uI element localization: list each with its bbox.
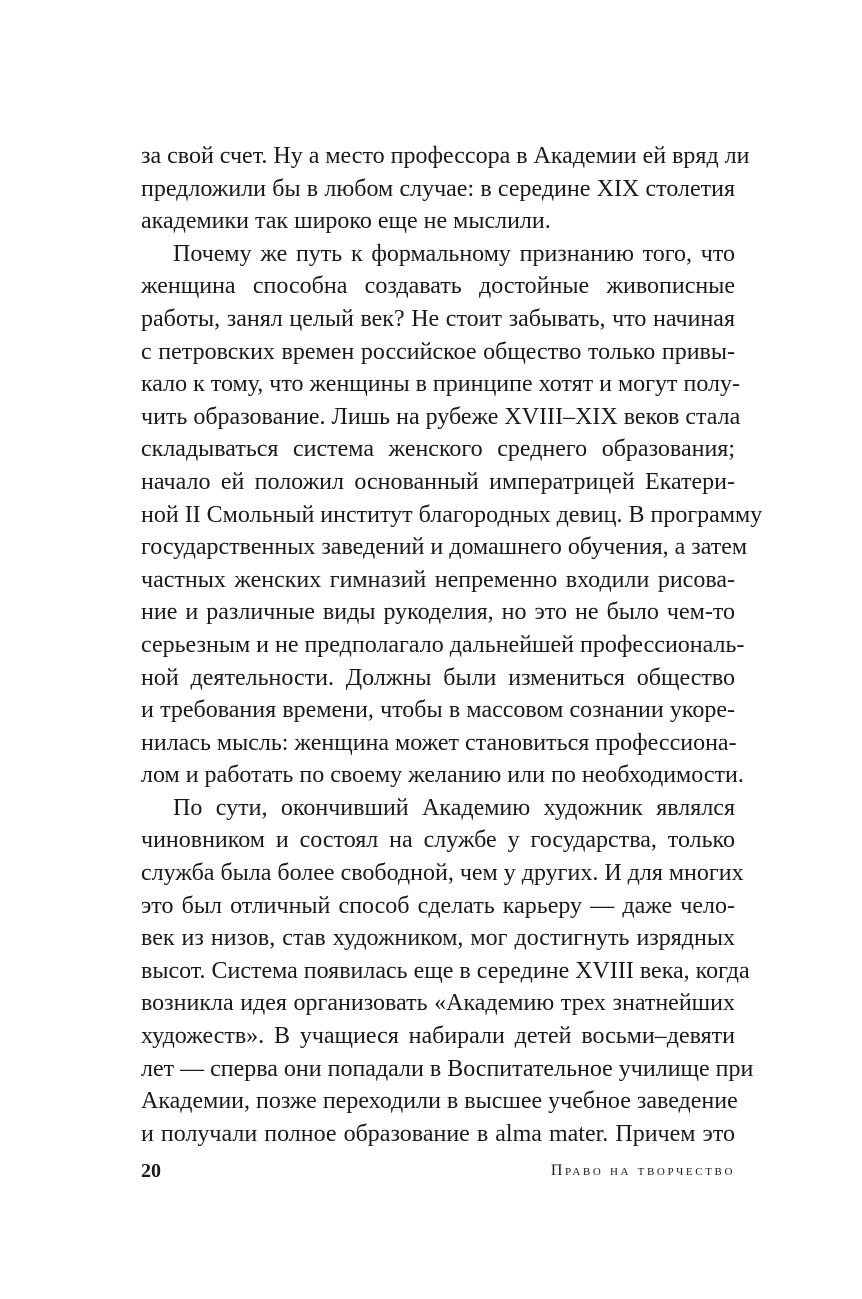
text-line: ной II Смольный институт благородных девиц. В программу — [141, 501, 763, 528]
body-text — [141, 140, 763, 1150]
text-line: государственных заведений и домашнего обучения, а затем — [141, 534, 748, 561]
page-number: 20 — [141, 1160, 161, 1182]
text-line: возникла идея организовать «Академию трех знатнейших — [141, 990, 735, 1017]
text-line: ной деятельности. Должны были измениться общество — [141, 664, 735, 691]
text-line: художеств». В учащиеся набирали детей восьми–девяти — [141, 1023, 735, 1050]
text-line: это был отличный способ сделать карьеру — даже чело- — [141, 892, 735, 919]
text-line: служба была более свободной, чем у других. И для многих — [141, 860, 744, 887]
text-line: Почему же путь к формальному признанию того, что — [173, 240, 735, 267]
text-line: начало ей положил основанный императрицей Екатери- — [141, 468, 735, 495]
text-line: и получали полное образование в alma mater. Причем это — [141, 1120, 735, 1147]
text-line: предложили бы в любом случае: в середине XIX столетия — [141, 175, 735, 202]
text-line: чиновником и состоял на службе у государства, только — [141, 827, 735, 854]
text-line: век из низов, став художником, мог достигнуть изрядных — [141, 925, 735, 952]
text-line: складываться система женского среднего образования; — [141, 436, 735, 463]
text-line: Академии, позже переходили в высшее учебное заведение — [141, 1088, 738, 1115]
text-line: за свой счет. Ну а место профессора в Академии ей вряд ли — [141, 143, 750, 169]
text-line: женщина способна создавать достойные живописные — [141, 273, 735, 300]
page-footer — [141, 1160, 735, 1190]
text-line: академики так широко еще не мыслили. — [141, 208, 551, 235]
text-line: работы, занял целый век? Не стоит забывать, что начиная — [141, 305, 735, 332]
text-line: высот. Система появилась еще в середине XVIII века, когда — [141, 957, 750, 984]
text-line: серьезным и не предполагало дальнейшей профессиональ- — [141, 631, 745, 658]
text-line: с петровских времен российское общество только привы- — [141, 338, 735, 365]
text-line: кало к тому, что женщины в принципе хотят и могут полу- — [141, 371, 740, 398]
text-line: и требования времени, чтобы в массовом сознании укоре- — [141, 697, 735, 724]
text-line: частных женских гимназий непременно входили рисова- — [141, 566, 735, 593]
text-line: нилась мысль: женщина может становиться профессиона- — [141, 729, 737, 756]
text-line: лом и работать по своему желанию или по необходимости. — [141, 762, 744, 789]
text-line: ние и различные виды рукоделия, но это не было чем-то — [141, 599, 735, 626]
text-line: По сути, окончивший Академию художник являлся — [173, 794, 735, 821]
running-title: Право на творчество — [550, 1162, 735, 1179]
text-line: лет — сперва они попадали в Воспитательное училище при — [141, 1055, 754, 1082]
text-line: чить образование. Лишь на рубеже XVIII–XIX веков стала — [141, 403, 741, 430]
